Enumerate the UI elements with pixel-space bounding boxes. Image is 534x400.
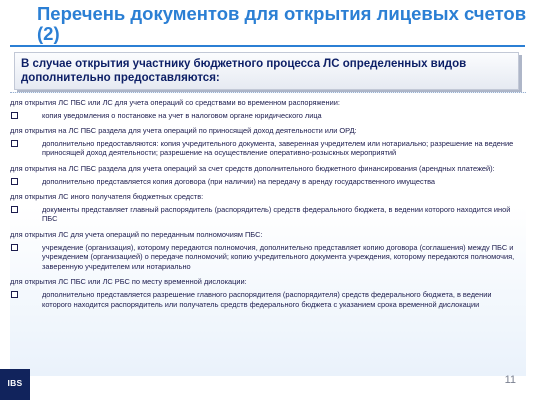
section-heading: для открытия на ЛС ПБС раздела для учета операций за счет средств дополнительного бюджетного финансирования (арендных платежей): [10, 163, 495, 173]
list-item-text: дополнительно предоставляются: копия учредительного документа, заверенная учредителем или нотариально; разрешение на ведение приносящей доход деятельности; разрешение на осуществление оперативно-розыскных мероприятий [42, 138, 514, 158]
ibs-logo [0, 369, 30, 400]
list-item-text: дополнительно представляется копия договора (при наличии) на передачу в аренду государственного имущества [42, 176, 436, 186]
square-bullet-icon [11, 206, 18, 213]
section [10, 126, 516, 158]
section-heading: для открытия ЛС ПБС или ЛС РБС по месту временной дислокации: [10, 277, 247, 287]
section [10, 192, 516, 224]
callout-text: В случае открытия участнику бюджетного процесса ЛС определенных видов дополнительно предоставляются: [21, 58, 467, 84]
list-item [10, 139, 516, 158]
section [10, 98, 516, 120]
section-heading: для открытия на ЛС ПБС раздела для учета операций по приносящей доход деятельности или ОРД: [10, 126, 357, 136]
square-bullet-icon [11, 178, 18, 185]
list-item [10, 243, 516, 272]
section [10, 164, 516, 186]
list-item-text: документы представляет главный распорядитель (распорядитель) средств федерального бюджета, в ведении которого находится иной ПБС [42, 204, 511, 224]
logo-text: IBS [7, 378, 23, 388]
section-heading: для открытия ЛС ПБС или ЛС для учета операций со средствами во временном распоряжении: [10, 98, 340, 107]
list-item-text: дополнительно представляется разрешение главного распорядителя (распорядителя) средств федерального бюджета, в ведении которого находится распорядитель или получатель средств федерального бюджета с указанием срока временной дислокации [42, 289, 492, 309]
square-bullet-icon [11, 140, 18, 147]
title-divider [10, 45, 525, 47]
list-item [10, 177, 516, 187]
page-number: 11 [504, 374, 516, 386]
document-list [10, 98, 516, 315]
list-item-text: копия уведомления о постановке на учет в налоговом органе юридического лица [42, 110, 322, 120]
list-item [10, 290, 516, 309]
square-bullet-icon [11, 112, 18, 119]
square-bullet-icon [11, 244, 18, 251]
slide-title: Перечень документов для открытия лицевых счетов (2) [37, 3, 527, 44]
section [10, 230, 516, 271]
square-bullet-icon [11, 291, 18, 298]
list-item [10, 205, 516, 224]
list-item [10, 111, 516, 121]
section-heading: для открытия ЛС для учета операций по переданным полномочиям ПБС: [10, 229, 263, 239]
section [10, 277, 516, 309]
section-heading: для открытия ЛС иного получателя бюджетных средств: [10, 192, 204, 202]
callout-box [14, 52, 519, 90]
list-item-text: учреждение (организация), которому передаются полномочия, дополнительно представляет копию договора (соглашения) между ПБС и учреждением (организацией) о передаче полномочий; копию учредительного документа учреждения, которому передаются полномочия, заверенную учредителем или нотариально [42, 242, 515, 271]
